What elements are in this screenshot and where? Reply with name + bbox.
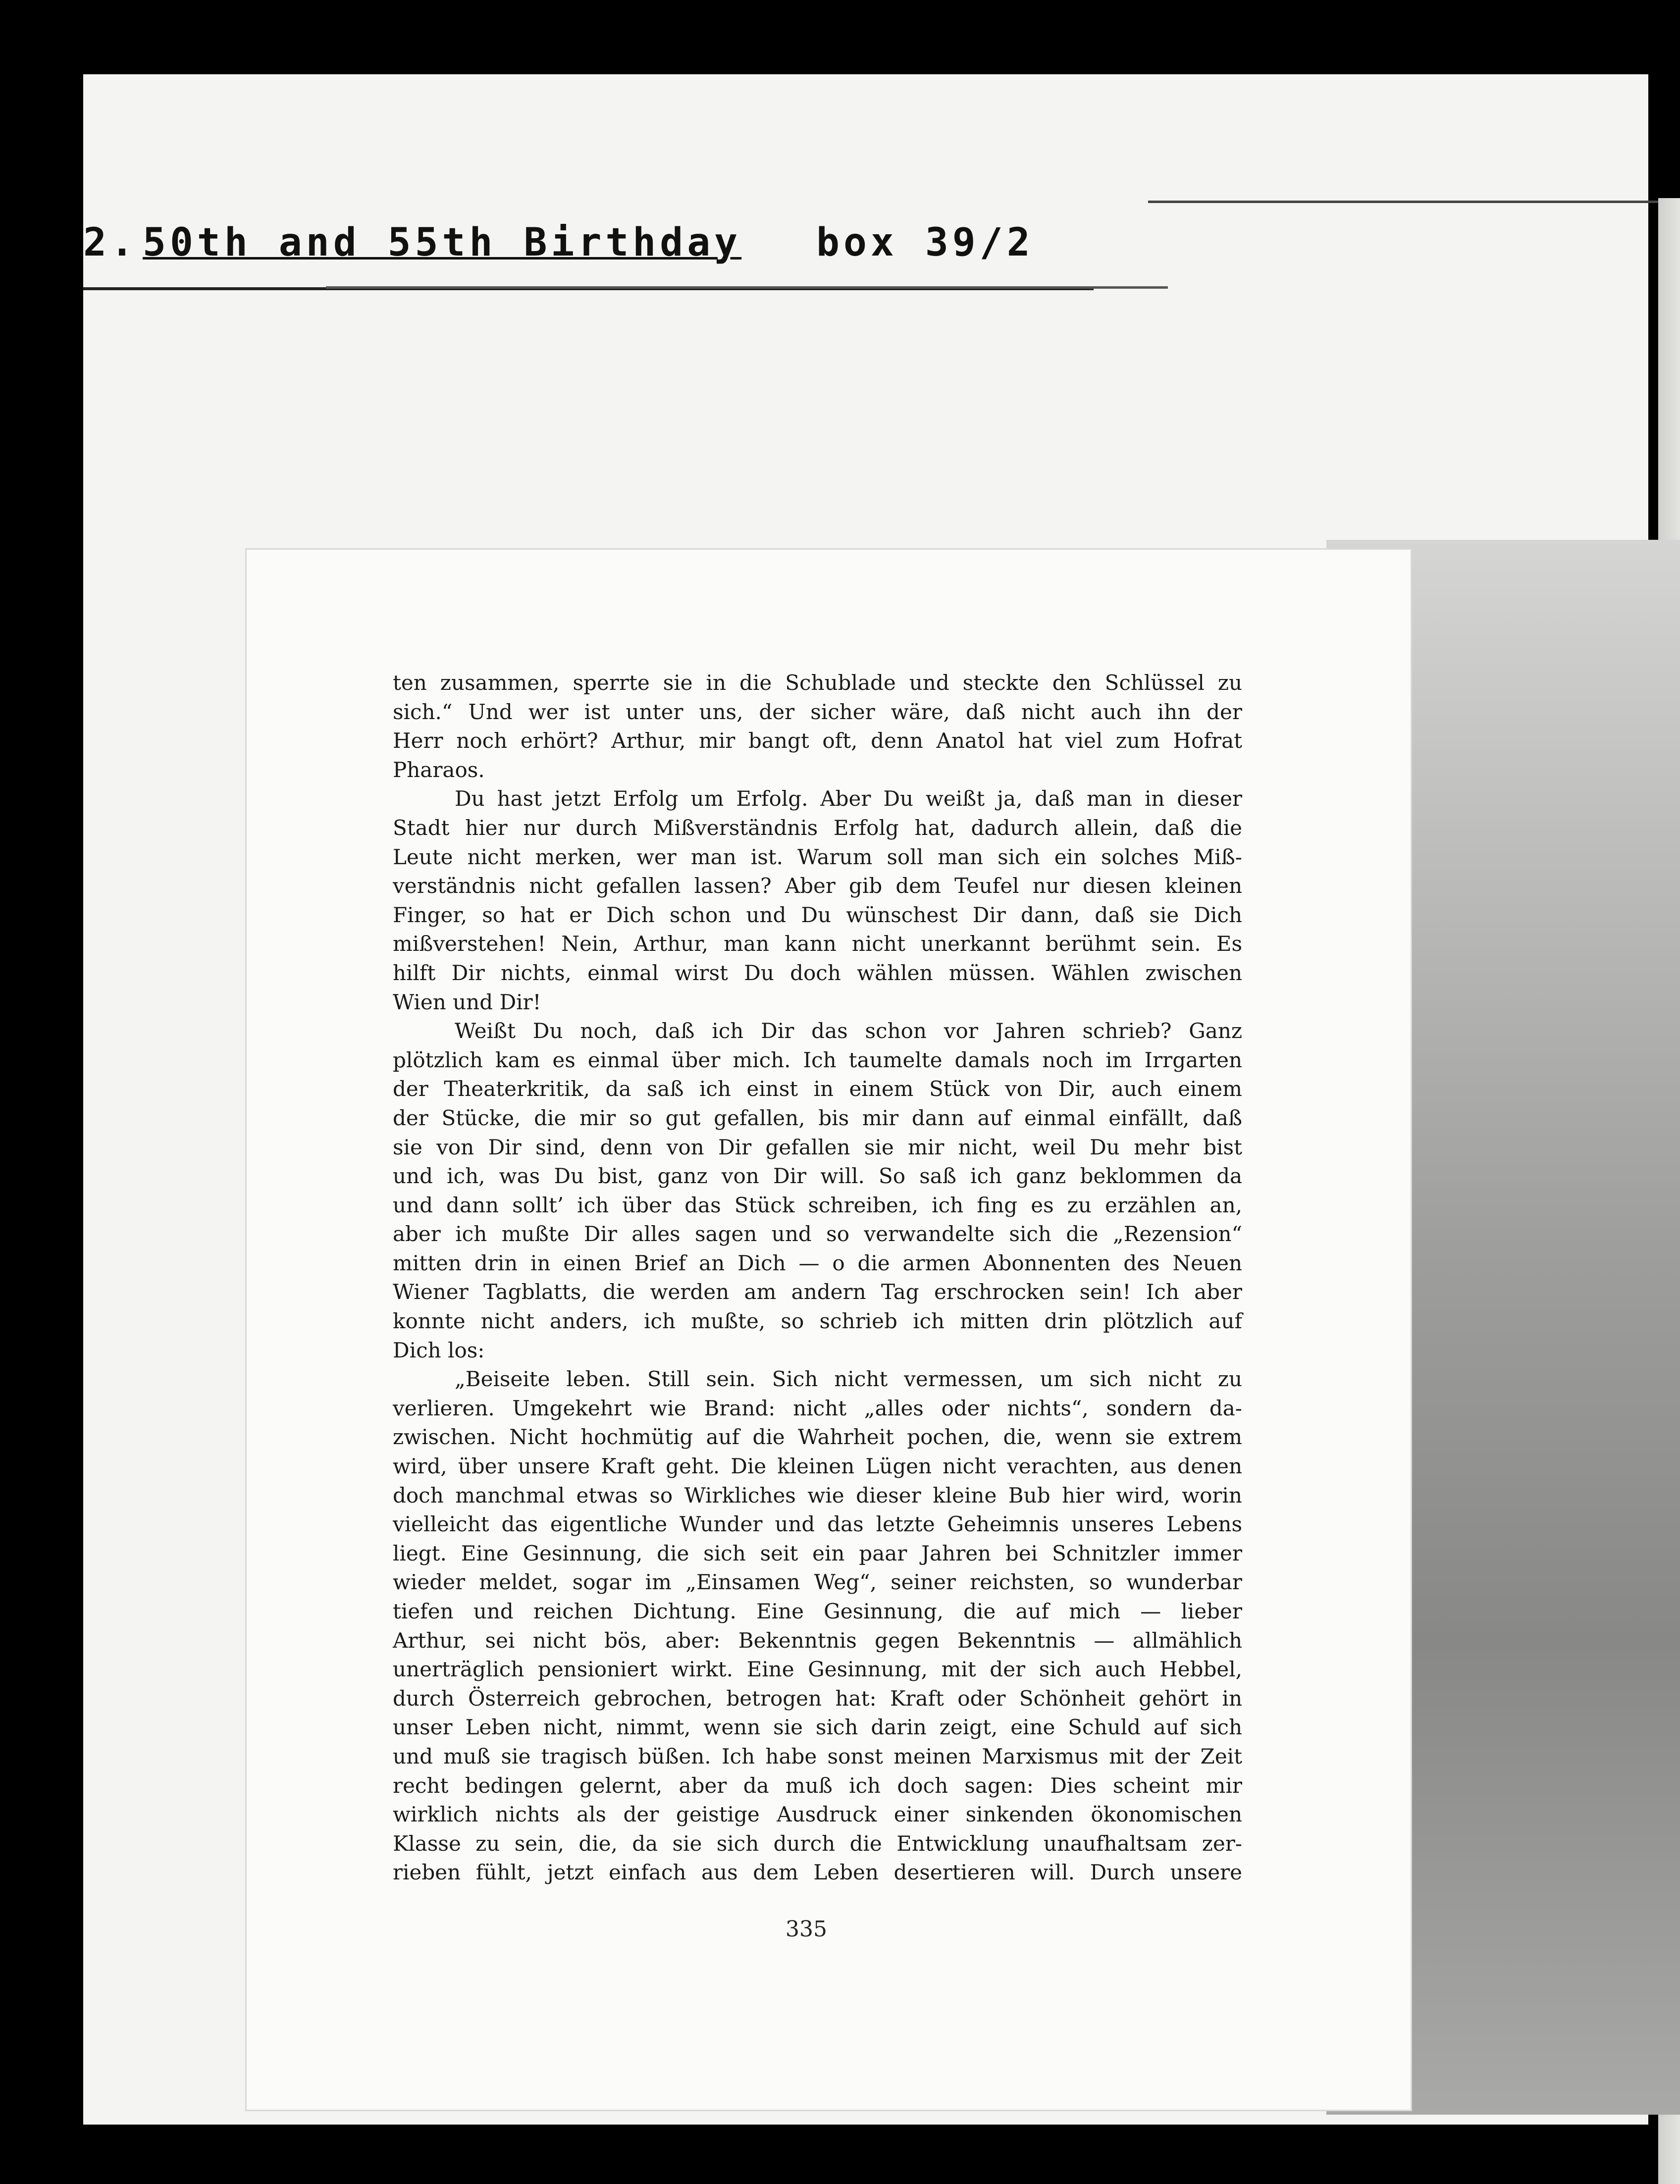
text-line: sie von Dir sind, denn von Dir gefallen sie mir nicht, weil Du mehr bist [393,1135,1242,1159]
text-line: Finger, so hat er Dich schon und Du wünschest Dir dann, daß sie Dich [393,902,1242,927]
text-line: ten zusammen, sperrte sie in die Schublade und steckte den Schlüssel zu [393,671,1242,695]
text-line: Stadt hier nur durch Mißverständnis Erfolg hat, dadurch allein, daß die [393,815,1242,840]
text-line: sich.“ Und wer ist unter uns, der sicher wäre, daß nicht auch ihn der [393,699,1242,724]
text-line: wirklich nichts als der geistige Ausdruck einer sinkenden ökonomischen [393,1802,1242,1827]
text-line: plötzlich kam es einmal über mich. Ich taumelte damals noch im Irrgarten [393,1047,1242,1072]
header-title-text: 50th and 55th Birthday [143,220,742,265]
text-line: verständnis nicht gefallen lassen? Aber gib dem Teufel nur diesen kleinen [393,874,1242,898]
text-line: der Theaterkritik, da saß ich einst in einem Stück von Dir, auch einem [393,1077,1242,1101]
text-line: unser Leben nicht, nimmt, wenn sie sich darin zeigt, eine Schuld auf sich [393,1715,1242,1740]
text-line: Dich los: [393,1338,485,1362]
folder-header [83,144,1094,290]
header-top-rule [1148,201,1663,203]
text-line: Klasse zu sein, die, da sie sich durch die Entwicklung unaufhaltsam zer- [393,1831,1242,1856]
text-line: durch Österreich gebrochen, betrogen hat: Kraft oder Schönheit gehört in [393,1686,1242,1711]
text-line: verlieren. Umgekehrt wie Brand: nicht „alles oder nichts“, sondern da- [393,1396,1242,1420]
text-line: Pharaos. [393,757,485,782]
text-line: tiefen und reichen Dichtung. Eine Gesinnung, die auf mich — lieber [393,1599,1242,1623]
header-number: 2. [83,220,138,265]
body-text [393,669,1242,1887]
text-line: rieben fühlt, jetzt einfach aus dem Leben desertieren will. Durch unsere [393,1860,1242,1885]
text-line: doch manchmal etwas so Wirkliches wie dieser kleine Bub hier wird, worin [393,1483,1242,1508]
text-line: aber ich mußte Dir alles sagen und so verwandelte sich die „Rezension“ [393,1222,1242,1247]
text-line: mißverstehen! Nein, Arthur, man kann nicht unerkannt berühmt sein. Es [393,932,1242,956]
text-line: konnte nicht anders, ich mußte, so schrieb ich mitten drin plötzlich auf [393,1309,1242,1334]
text-line: wieder meldet, sogar im „Einsamen Weg“, seiner reichsten, so wunderbar [393,1570,1242,1595]
text-line: Herr noch erhört? Arthur, mir bangt oft, denn Anatol hat viel zum Hofrat [393,728,1242,753]
book-page [247,550,1411,2110]
text-line: Weißt Du noch, daß ich Dir das schon vor Jahren schrieb? Ganz [455,1019,1242,1043]
text-line: Arthur, sei nicht bös, aber: Bekenntnis gegen Bekenntnis — allmählich [393,1628,1242,1653]
text-line: Wien und Dir! [393,989,541,1014]
text-line: und muß sie tragisch büßen. Ich habe sonst meinen Marxismus mit der Zeit [393,1744,1242,1768]
text-line: liegt. Eine Gesinnung, die sich seit ein paar Jahren bei Schnitzler immer [393,1541,1242,1565]
text-line: mitten drin in einen Brief an Dich — o die armen Abonnenten des Neuen [393,1250,1242,1275]
text-line: Du hast jetzt Erfolg um Erfolg. Aber Du weißt ja, daß man in dieser [455,786,1242,811]
text-line: der Stücke, die mir so gut gefallen, bis mir dann auf einmal einfällt, daß [393,1105,1242,1130]
text-line: Leute nicht merken, wer man ist. Warum soll man sich ein solches Miß- [393,844,1242,869]
text-line: „Beiseite leben. Still sein. Sich nicht vermessen, um sich nicht zu [455,1367,1242,1392]
text-line: recht bedingen gelernt, aber da muß ich doch sagen: Dies scheint mir [393,1773,1242,1798]
header-box-label: box 39/2 [816,220,1034,265]
text-line: zwischen. Nicht hochmütig auf die Wahrheit pochen, die, wenn sie extrem [393,1425,1242,1450]
text-line: und dann sollt’ ich über das Stück schreiben, ich fing es zu erzählen an, [393,1193,1242,1217]
text-line: unerträglich pensioniert wirkt. Eine Gesinnung, mit der sich auch Hebbel, [393,1657,1242,1682]
text-line: vielleicht das eigentliche Wunder und das letzte Geheimnis unseres Lebens [393,1512,1242,1537]
header-divider [326,286,1168,289]
page-number: 335 [786,1917,827,1942]
text-line: wird, über unsere Kraft geht. Die kleinen Lügen nicht verachten, aus denen [393,1454,1242,1479]
archival-page [83,74,1648,2125]
text-line: und ich, was Du bist, ganz von Dir will. So saß ich ganz beklommen da [393,1164,1242,1189]
text-line: Wiener Tagblatts, die werden am andern Tag erschrocken sein! Ich aber [393,1280,1242,1304]
text-line: hilft Dir nichts, einmal wirst Du doch wählen müssen. Wählen zwischen [393,960,1242,985]
header-title [143,220,741,265]
